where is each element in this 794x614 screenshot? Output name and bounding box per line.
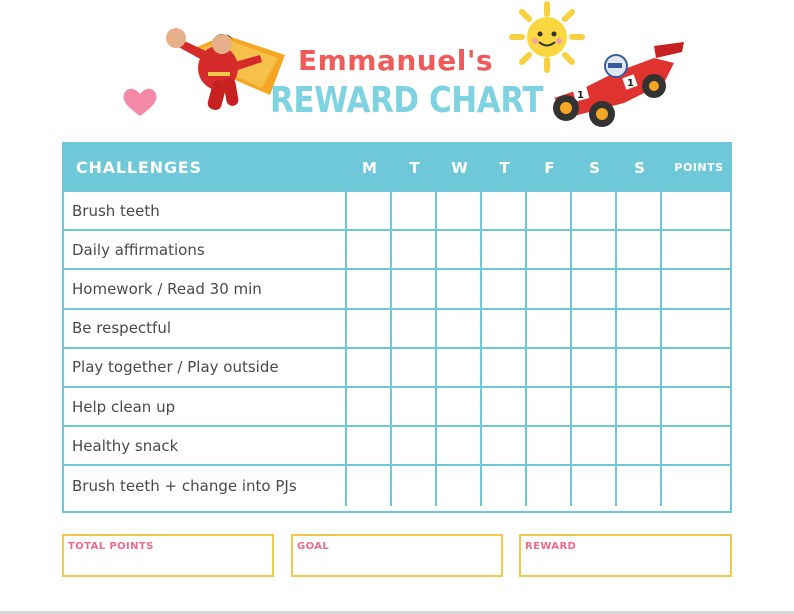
checkbox-cell[interactable] [525, 270, 570, 307]
table-row [64, 270, 730, 309]
day-header-sun: S [634, 159, 645, 177]
checkbox-cell[interactable] [525, 388, 570, 425]
table-row [64, 388, 730, 427]
table-row [64, 349, 730, 388]
checkbox-cell[interactable] [525, 427, 570, 464]
table-body [64, 192, 730, 506]
points-cell[interactable] [660, 270, 730, 307]
checkbox-cell[interactable] [345, 192, 390, 229]
checkbox-cell[interactable] [345, 310, 390, 347]
table-row [64, 466, 730, 506]
checkbox-cell[interactable] [480, 466, 525, 506]
checkbox-cell[interactable] [480, 388, 525, 425]
checkbox-cell[interactable] [435, 270, 480, 307]
checkbox-cell[interactable] [615, 466, 660, 506]
challenge-label: Brush teeth [72, 201, 160, 220]
checkbox-cell[interactable] [525, 231, 570, 268]
svg-text:1: 1 [577, 90, 584, 101]
checkbox-cell[interactable] [570, 349, 615, 386]
checkbox-cell[interactable] [390, 192, 435, 229]
checkbox-cell[interactable] [345, 466, 390, 506]
checkbox-cell[interactable] [525, 192, 570, 229]
checkbox-cell[interactable] [390, 231, 435, 268]
page-title: REWARD CHART [270, 80, 544, 121]
checkbox-cell[interactable] [570, 427, 615, 464]
checkbox-cell[interactable] [345, 427, 390, 464]
total-points-box[interactable] [62, 534, 274, 577]
reward-box[interactable] [519, 534, 732, 577]
points-cell[interactable] [660, 388, 730, 425]
challenge-label: Healthy snack [72, 436, 179, 455]
day-header-wed: W [451, 159, 468, 177]
table-header [64, 144, 730, 192]
checkbox-cell[interactable] [390, 310, 435, 347]
checkbox-cell[interactable] [615, 388, 660, 425]
points-header: POINTS [674, 161, 724, 174]
checkbox-cell[interactable] [570, 388, 615, 425]
checkbox-cell[interactable] [615, 427, 660, 464]
day-header-fri: F [544, 159, 555, 177]
checkbox-cell[interactable] [435, 192, 480, 229]
checkbox-cell[interactable] [345, 270, 390, 307]
race-car-icon [544, 38, 689, 130]
checkbox-cell[interactable] [435, 349, 480, 386]
checkbox-cell[interactable] [480, 192, 525, 229]
checkbox-cell[interactable] [435, 310, 480, 347]
checkbox-cell[interactable] [480, 349, 525, 386]
points-cell[interactable] [660, 427, 730, 464]
day-header-thu: T [499, 159, 510, 177]
challenge-label: Be respectful [72, 319, 172, 338]
checkbox-cell[interactable] [345, 388, 390, 425]
reward-chart-table [62, 142, 732, 513]
reward-label: REWARD [525, 541, 577, 552]
goal-label: GOAL [297, 541, 330, 552]
checkbox-cell[interactable] [525, 349, 570, 386]
checkbox-cell[interactable] [480, 310, 525, 347]
challenges-header: CHALLENGES [76, 158, 202, 177]
svg-text:1: 1 [627, 78, 634, 89]
checkbox-cell[interactable] [390, 427, 435, 464]
checkbox-cell[interactable] [390, 466, 435, 506]
checkbox-cell[interactable] [615, 270, 660, 307]
table-row [64, 427, 730, 466]
checkbox-cell[interactable] [345, 349, 390, 386]
challenge-label: Play together / Play outside [72, 358, 279, 377]
goal-box[interactable] [291, 534, 503, 577]
checkbox-cell[interactable] [435, 466, 480, 506]
challenge-label: Homework / Read 30 min [72, 279, 262, 298]
table-row [64, 192, 730, 231]
checkbox-cell[interactable] [615, 192, 660, 229]
checkbox-cell[interactable] [615, 310, 660, 347]
checkbox-cell[interactable] [435, 231, 480, 268]
challenge-label: Brush teeth + change into PJs [72, 477, 297, 496]
points-cell[interactable] [660, 192, 730, 229]
checkbox-cell[interactable] [615, 349, 660, 386]
points-cell[interactable] [660, 349, 730, 386]
day-header-mon: M [362, 159, 377, 177]
checkbox-cell[interactable] [390, 270, 435, 307]
points-cell[interactable] [660, 466, 730, 506]
checkbox-cell[interactable] [345, 231, 390, 268]
checkbox-cell[interactable] [480, 231, 525, 268]
checkbox-cell[interactable] [570, 270, 615, 307]
points-cell[interactable] [660, 231, 730, 268]
child-name: Emmanuel's [298, 44, 494, 77]
day-header-sat: S [589, 159, 600, 177]
checkbox-cell[interactable] [480, 270, 525, 307]
checkbox-cell[interactable] [390, 388, 435, 425]
checkbox-cell[interactable] [435, 427, 480, 464]
checkbox-cell[interactable] [525, 466, 570, 506]
total-points-label: TOTAL POINTS [68, 541, 154, 552]
checkbox-cell[interactable] [615, 231, 660, 268]
points-cell[interactable] [660, 310, 730, 347]
heart-icon [122, 86, 158, 118]
checkbox-cell[interactable] [480, 427, 525, 464]
checkbox-cell[interactable] [570, 192, 615, 229]
checkbox-cell[interactable] [570, 231, 615, 268]
checkbox-cell[interactable] [570, 466, 615, 506]
day-header-tue: T [409, 159, 420, 177]
checkbox-cell[interactable] [570, 310, 615, 347]
checkbox-cell[interactable] [390, 349, 435, 386]
checkbox-cell[interactable] [435, 388, 480, 425]
table-row [64, 231, 730, 270]
table-row [64, 310, 730, 349]
checkbox-cell[interactable] [525, 310, 570, 347]
challenge-label: Help clean up [72, 397, 176, 416]
challenge-label: Daily affirmations [72, 240, 205, 259]
